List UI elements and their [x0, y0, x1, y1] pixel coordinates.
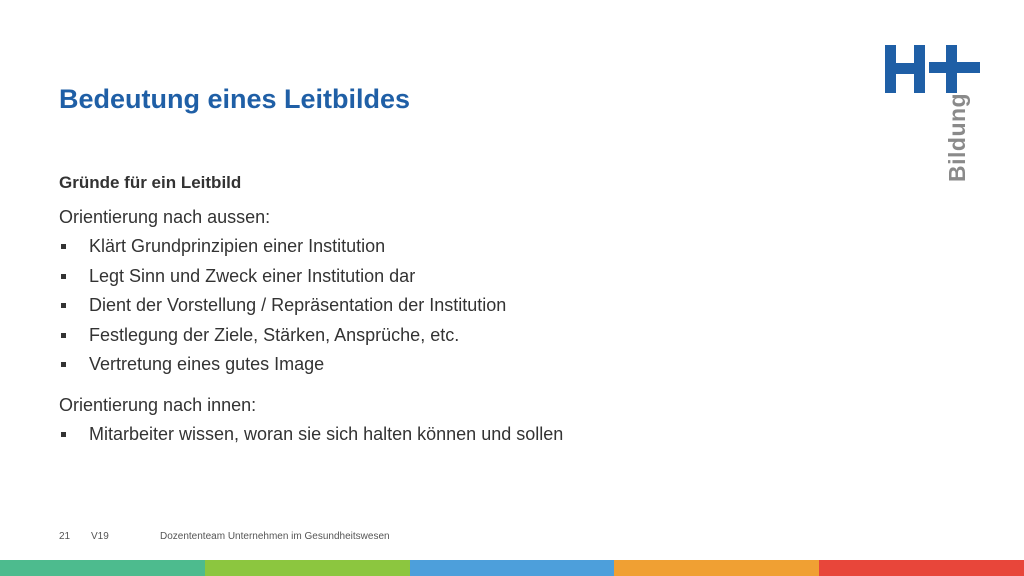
section-inner — [59, 392, 859, 450]
color-bar-segment — [0, 560, 205, 576]
list-item-text: Dient der Vorstellung / Repräsentation der Institution — [89, 295, 507, 315]
square-bullet-icon — [61, 274, 66, 279]
list-item — [59, 291, 859, 321]
square-bullet-icon — [61, 333, 66, 338]
square-bullet-icon — [61, 432, 66, 437]
list-item — [59, 350, 859, 380]
logo-subtitle: Bildung — [944, 92, 970, 182]
section-heading: Orientierung nach aussen: — [59, 207, 271, 227]
section-outer — [59, 204, 859, 380]
color-bar-segment — [819, 560, 1024, 576]
list-item-text: Legt Sinn und Zweck einer Institution dar — [89, 265, 416, 286]
color-bar-segment — [410, 560, 615, 576]
square-bullet-icon — [61, 244, 66, 249]
list-item — [59, 262, 859, 292]
color-bar-segment — [205, 560, 410, 576]
footer-color-bar — [0, 560, 1024, 576]
list-item — [59, 321, 859, 351]
footer-text: Dozententeam Unternehmen im Gesundheitswesen — [160, 531, 390, 542]
hplus-logo-icon — [882, 42, 982, 96]
bullet-list — [59, 420, 859, 450]
color-bar-segment — [614, 560, 819, 576]
slide-content — [59, 172, 859, 449]
list-item-text: Vertretung eines gutes Image — [89, 354, 325, 374]
hplus-bildung-logo — [882, 42, 986, 187]
section-heading: Orientierung nach innen: — [59, 394, 257, 415]
list-item — [59, 420, 859, 450]
bullet-list — [59, 232, 859, 380]
square-bullet-icon — [61, 303, 66, 308]
list-item-text: Klärt Grundprinzipien einer Institution — [89, 236, 386, 256]
slide-title: Bedeutung eines Leitbildes — [59, 84, 411, 114]
footer-version: V19 — [91, 531, 109, 542]
footer-page-number: 21 — [59, 531, 71, 542]
list-item — [59, 232, 859, 262]
square-bullet-icon — [61, 362, 66, 367]
list-item-text: Mitarbeiter wissen, woran sie sich halten können und sollen — [89, 423, 564, 444]
subheading: Gründe für ein Leitbild — [59, 173, 242, 192]
list-item-text: Festlegung der Ziele, Stärken, Ansprüche, etc. — [89, 324, 460, 345]
